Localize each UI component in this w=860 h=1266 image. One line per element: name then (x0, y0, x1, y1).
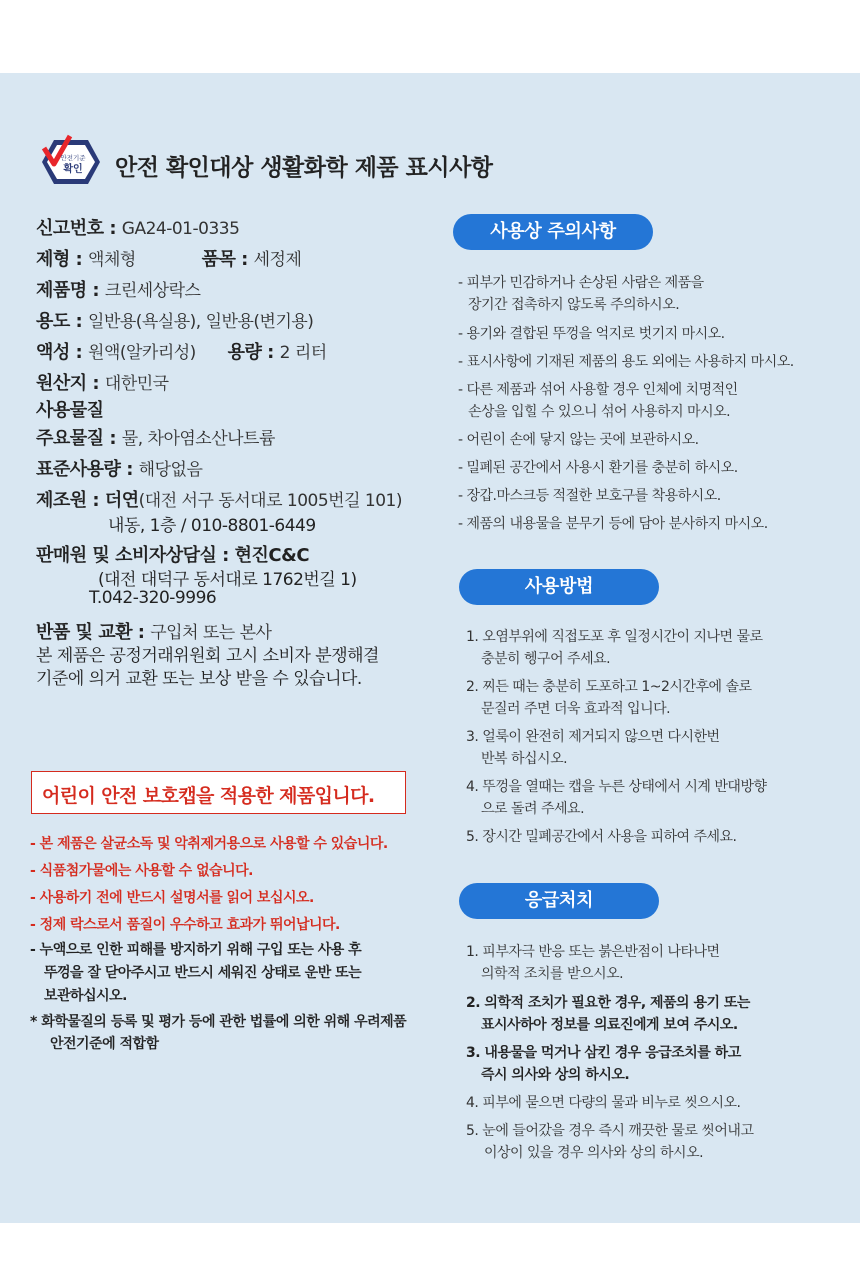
firstaid-item: 의학적 조치를 받으시오. (481, 966, 624, 982)
usage-item: 충분히 헹구어 주세요. (481, 651, 611, 667)
caution-item: - 밀폐된 공간에서 사용시 환기를 충분히 하시오. (458, 460, 738, 476)
main-substance-label: 주요물질 : (36, 428, 122, 449)
origin-row (36, 369, 169, 395)
report-number-value: GA24-01-0335 (121, 219, 240, 239)
standard-usage-row (36, 455, 202, 481)
firstaid-title: 응급처치 (459, 883, 659, 919)
caution-item: - 다른 제품과 섞어 사용할 경우 인체에 치명적인 (458, 382, 738, 398)
manufacturer-address: (대전 서구 동서대로 1005번길 101) (138, 491, 402, 511)
red-note: - 본 제품은 살균소독 및 악취제거용으로 사용할 수 있습니다. (30, 836, 388, 852)
manufacturer-address-2: 내동, 1층 / 010-8801-6449 (108, 516, 316, 536)
main-substance-value: 물, 차아염소산나트륨 (121, 429, 275, 449)
form-label: 제형 : (36, 249, 89, 270)
return-note-2: 기준에 의거 교환 또는 보상 받을 수 있습니다. (36, 669, 362, 689)
leak-note-2: 뚜껑을 잘 닫아주시고 반드시 세워진 상태로 운반 또는 (44, 965, 362, 981)
seller-address: (대전 대덕구 동서대로 1762번길 1) (98, 570, 357, 590)
law-note-2: 안전기준에 적합함 (50, 1036, 159, 1052)
firstaid-item: 표시사하아 정보를 의료진에게 보여 주시오. (481, 1017, 738, 1033)
usage-item: 반복 하십시오. (481, 751, 568, 767)
badge-top-text: 안전기준 (60, 154, 86, 162)
form-item-row (36, 245, 301, 271)
item-value: 세정제 (253, 250, 302, 270)
firstaid-item: 4. 피부에 묻으면 다량의 물과 비누로 씻으시오. (466, 1095, 741, 1111)
badge-bottom-text: 확인 (63, 164, 83, 175)
usage-item: 4. 뚜껑을 열때는 캡을 누른 상태에서 시계 반대방향 (466, 779, 767, 795)
product-name-label: 제품명 : (36, 280, 105, 301)
use-label: 용도 : (36, 311, 89, 332)
leak-note-3: 보관하십시오. (44, 988, 127, 1004)
liquid-volume-row (36, 338, 327, 364)
red-note: - 식품첨가물에는 사용할 수 없습니다. (30, 863, 253, 879)
form-value: 액체형 (88, 250, 136, 270)
caution-item: - 표시사항에 기재된 제품의 용도 외에는 사용하지 마시오. (458, 354, 794, 370)
page-title: 안전 확인대상 생활화학 제품 표시사항 (115, 155, 493, 181)
volume-value: 2 리터 (279, 343, 327, 363)
usage-title: 사용방법 (459, 569, 659, 605)
header (40, 134, 840, 190)
origin-label: 원산지 : (36, 373, 105, 394)
return-label: 반품 및 교환 : (36, 622, 151, 643)
substance-heading-row (36, 396, 104, 422)
firstaid-item: 이상이 있을 경우 의사와 상의 하시오. (484, 1145, 704, 1161)
seller-row (36, 541, 309, 567)
caution-item: - 장갑.마스크등 적절한 보호구를 착용하시오. (458, 488, 721, 504)
red-note: - 사용하기 전에 반드시 설명서를 읽어 보십시오. (30, 890, 314, 906)
item-label: 품목 : (201, 249, 254, 270)
caution-item: 장기간 접촉하지 않도록 주의하시오. (468, 297, 680, 313)
red-note: - 정제 락스로서 품질이 우수하고 효과가 뛰어납니다. (30, 917, 340, 933)
firstaid-item: 5. 눈에 들어갔을 경우 즉시 깨끗한 물로 씻어내고 (466, 1123, 754, 1139)
seller-label: 판매원 및 소비자상담실 : 현진C&C (36, 545, 310, 566)
firstaid-item: 2. 의학적 조치가 필요한 경우, 제품의 용기 또는 (466, 995, 750, 1011)
product-name-row (36, 276, 200, 302)
caution-title: 사용상 주의사항 (453, 214, 653, 250)
usage-item: 1. 오염부위에 직접도포 후 일정시간이 지나면 물로 (466, 629, 763, 645)
usage-item: 으로 돌려 주세요. (481, 801, 585, 817)
usage-item: 2. 찌든 때는 충분히 도포하고 1~2시간후에 솔로 (466, 679, 752, 695)
main-substance-row (36, 424, 275, 450)
safety-check-badge-icon (40, 134, 102, 190)
seller-phone: T.042-320-9996 (89, 588, 217, 608)
child-safety-notice-text: 어린이 안전 보호캡을 적용한 제품입니다. (42, 785, 375, 807)
leak-note-1: - 누액으로 인한 피해를 방지하기 위해 구입 또는 사용 후 (30, 942, 362, 958)
law-note-1: * 화학물질의 등록 및 평가 등에 관한 법률에 의한 위해 우려제품 (30, 1014, 407, 1030)
report-number-row (36, 214, 239, 240)
product-name-value: 크린세상락스 (104, 281, 201, 301)
child-safety-notice (31, 771, 406, 814)
liquid-label: 액성 : (36, 342, 89, 363)
caution-item: - 피부가 민감하거나 손상된 사람은 제품을 (458, 275, 704, 291)
return-note-1: 본 제품은 공정거래위원회 고시 소비자 분쟁해결 (36, 646, 379, 666)
caution-item: - 어린이 손에 닿지 않는 곳에 보관하시오. (458, 432, 699, 448)
origin-value: 대한민국 (104, 374, 169, 394)
use-value: 일반용(욕실용), 일반용(변기용) (88, 312, 314, 332)
caution-item: 손상을 입힐 수 있으니 섞어 사용하지 마시오. (468, 404, 731, 420)
usage-item: 문질러 주면 더욱 효과적 입니다. (481, 701, 671, 717)
report-number-label: 신고번호 : (36, 218, 122, 239)
volume-label: 용량 : (227, 342, 280, 363)
caution-item: - 제품의 내용물을 분무기 등에 담아 분사하지 마시오. (458, 516, 768, 532)
manufacturer-label: 제조원 : 더연 (36, 490, 139, 511)
standard-usage-value: 해당없음 (138, 460, 203, 480)
usage-item: 5. 장시간 밀폐공간에서 사용을 피하여 주세요. (466, 829, 737, 845)
firstaid-item: 1. 피부자극 반응 또는 붉은반점이 나타나면 (466, 944, 720, 960)
usage-item: 3. 얼룩이 완전히 제거되지 않으면 다시한번 (466, 729, 720, 745)
manufacturer-row (36, 486, 402, 512)
return-value: 구입처 또는 본사 (150, 623, 272, 643)
liquid-value: 원액(알카리성) (88, 343, 196, 363)
firstaid-item: 3. 내용물을 먹거나 삼킨 경우 응급조치를 하고 (466, 1045, 741, 1061)
substance-heading: 사용물질 (36, 400, 104, 421)
standard-usage-label: 표준사용량 : (36, 459, 139, 480)
firstaid-item: 즉시 의사와 상의 하시오. (481, 1067, 630, 1083)
use-row (36, 307, 313, 333)
caution-item: - 용기와 결합된 뚜껑을 억지로 벗기지 마시오. (458, 326, 725, 342)
